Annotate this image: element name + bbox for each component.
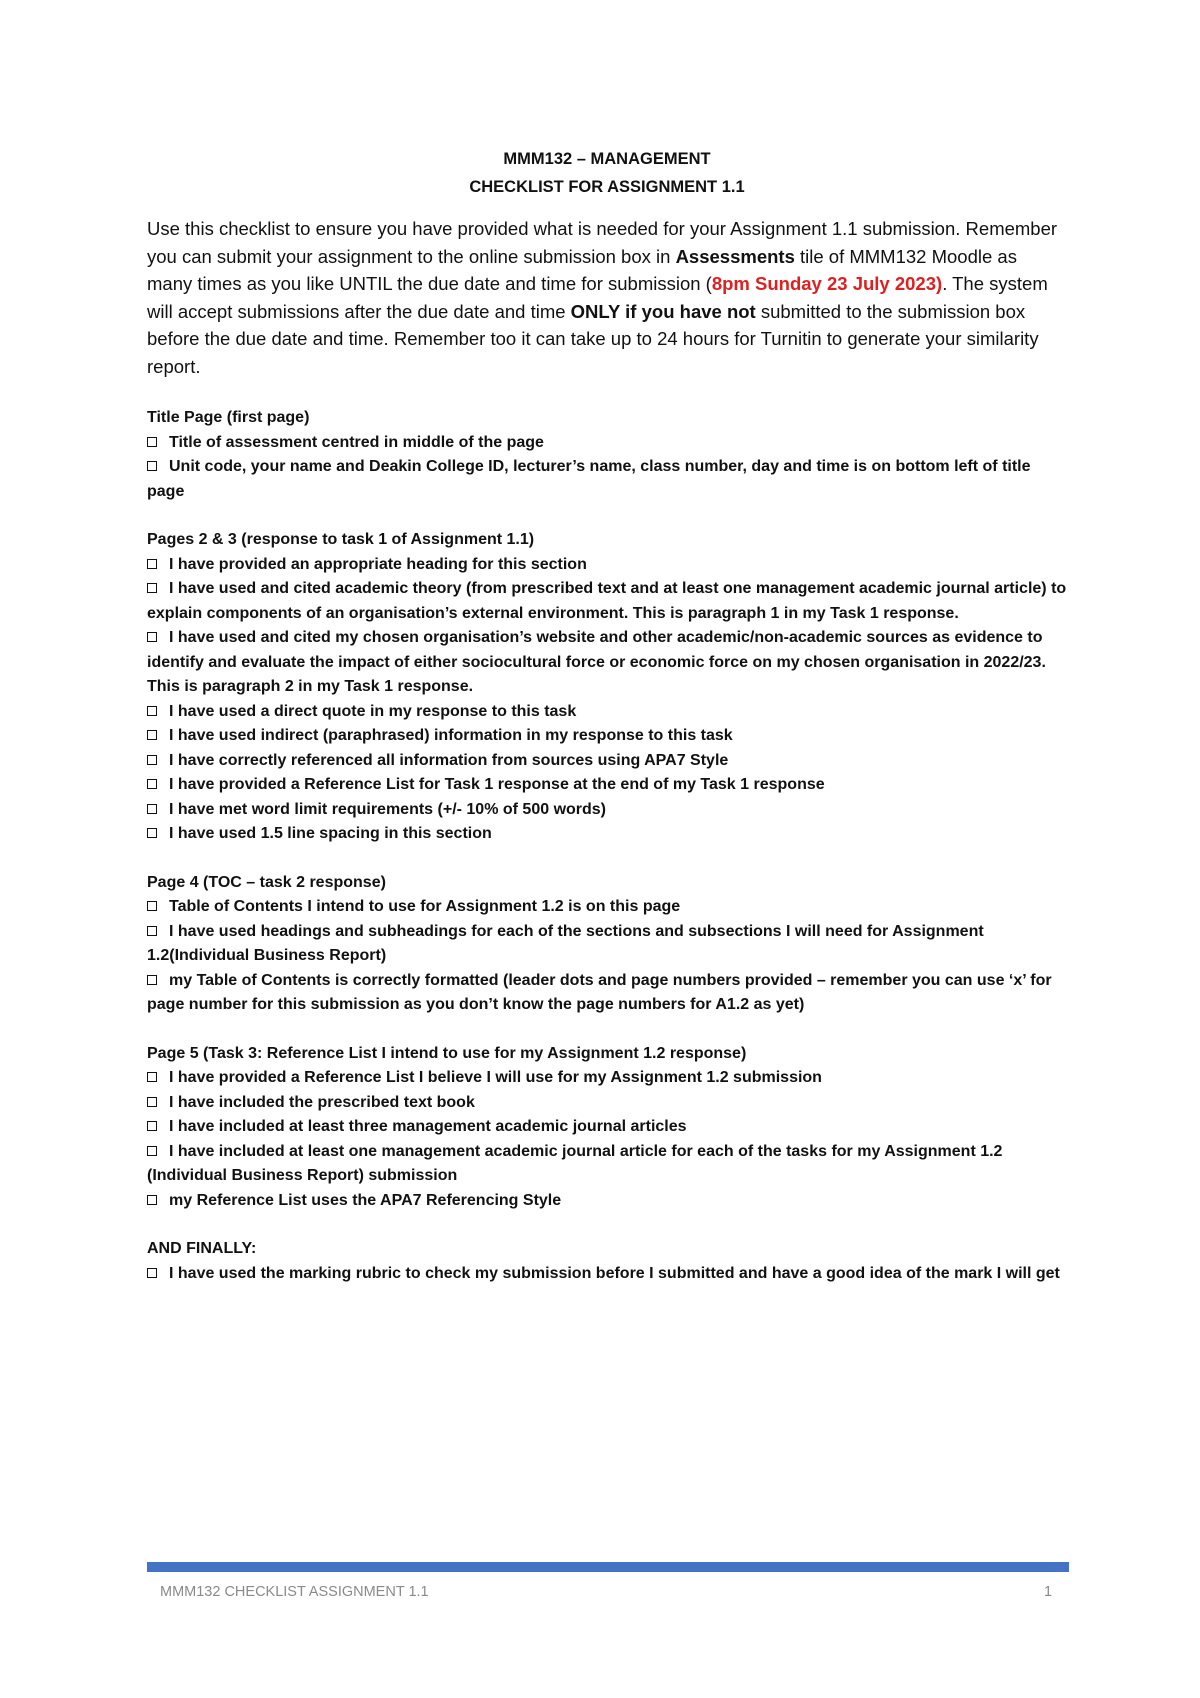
checklist-section [147, 406, 1067, 504]
checklist-item-text: I have included at least three management academic journal articles [169, 1118, 687, 1135]
section-heading: AND FINALLY: [147, 1240, 257, 1257]
checkbox-icon[interactable] [147, 1121, 157, 1131]
checkbox-icon[interactable] [147, 583, 157, 593]
checklist-item [147, 749, 1067, 774]
checklist-title: CHECKLIST FOR ASSIGNMENT 1.1 [469, 178, 745, 196]
checklist-section [147, 528, 1067, 847]
checklist-item [147, 1189, 1067, 1214]
checklist-item [147, 969, 1067, 1018]
checkbox-icon[interactable] [147, 1268, 157, 1278]
checklist-item-text: Table of Contents I intend to use for Assignment 1.2 is on this page [169, 898, 681, 915]
footer-title: MMM132 CHECKLIST ASSIGNMENT 1.1 [160, 1584, 429, 1600]
checklist-item-text: I have used the marking rubric to check my submission before I submitted and have a good idea of the mark I will get [169, 1264, 1060, 1282]
checkbox-icon[interactable] [147, 901, 157, 911]
checkbox-icon[interactable] [147, 730, 157, 740]
checkbox-icon[interactable] [147, 755, 157, 765]
checklist-item [147, 553, 1067, 578]
checkbox-icon[interactable] [147, 437, 157, 447]
checklist-sections [147, 406, 1067, 1286]
intro-assessments: Assessments [675, 245, 795, 267]
checklist-item [147, 895, 1067, 920]
checklist-item [147, 455, 1067, 504]
intro-only-if: ONLY if you have not [570, 300, 756, 322]
checklist-item [147, 1262, 1067, 1287]
checklist-item-text: I have met word limit requirements (+/- 10% of 500 words) [169, 800, 607, 818]
checklist-item [147, 431, 1067, 456]
checklist-item [147, 920, 1067, 969]
checklist-item [147, 1140, 1067, 1189]
checklist-item-text: I have provided a Reference List I believe I will use for my Assignment 1.2 submission [169, 1069, 822, 1086]
checklist-item [147, 724, 1067, 749]
intro-paragraph [147, 215, 1067, 380]
checklist-item [147, 577, 1067, 626]
checklist-item [147, 1115, 1067, 1140]
checkbox-icon[interactable] [147, 1146, 157, 1156]
checkbox-icon[interactable] [147, 828, 157, 838]
intro-text-1: Use this checklist to ensure you have provided what is needed for your Assignment 1.1 submission. Remember you can submit your assignment to the online submission box in [147, 218, 1058, 267]
checkbox-icon[interactable] [147, 559, 157, 569]
checklist-item-text: I have used 1.5 line spacing in this section [169, 825, 492, 842]
checkbox-icon[interactable] [147, 1097, 157, 1107]
checklist-item [147, 1091, 1067, 1116]
checklist-item-text: I have provided an appropriate heading for this section [169, 555, 587, 573]
unit-title: MMM132 – MANAGEMENT [503, 150, 711, 168]
checklist-item-text: I have used and cited academic theory (from prescribed text and at least one management academic journal article) to explain components of an organisation’s external environment. This is paragraph 1 in my Task 1 response. [147, 580, 1067, 622]
checklist-item-text: I have used indirect (paraphrased) information in my response to this task [169, 727, 733, 744]
checklist-item-text: I have included the prescribed text book [169, 1093, 475, 1111]
intro-text-3: . The system will accept submissions after the due date and time [147, 273, 1048, 322]
checklist-item-text: my Table of Contents is correctly formatted (leader dots and page numbers provided – remember you can use ‘x’ for page number for this submission as you don’t know the page numbers for A1.2 as yet) [147, 971, 1052, 1013]
checklist-item-text: I have used headings and subheadings for each of the sections and subsections I will need for Assignment 1.2(Individual Business Report) [147, 922, 984, 964]
checkbox-icon[interactable] [147, 975, 157, 985]
section-heading: Pages 2 & 3 (response to task 1 of Assignment 1.1) [147, 531, 535, 548]
page-content [147, 145, 1067, 1310]
checklist-section [147, 1237, 1067, 1286]
checklist-item-text: I have included at least one management academic journal article for each of the tasks for my Assignment 1.2 (Individual Business Report) submission [147, 1142, 1003, 1184]
checklist-item [147, 700, 1067, 725]
title-block [147, 145, 1067, 201]
section-heading: Title Page (first page) [147, 409, 310, 426]
checkbox-icon[interactable] [147, 1072, 157, 1082]
checklist-item-text: my Reference List uses the APA7 Referencing Style [169, 1191, 562, 1209]
checkbox-icon[interactable] [147, 1195, 157, 1205]
checklist-item-text: I have used and cited my chosen organisation’s website and other academic/non-academic sources as evidence to identify and evaluate the impact of either sociocultural force or economic force on my chosen organisation in 2022/23. This is paragraph 2 in my Task 1 response. [147, 629, 1046, 695]
checklist-item-text: Title of assessment centred in middle of the page [169, 433, 544, 451]
checklist-item [147, 798, 1067, 823]
checklist-item [147, 773, 1067, 798]
intro-text-4: submitted to the submission box before the due date and time. Remember too it can take up to 24 hours for Turnitin to generate your similarity report. [147, 300, 1039, 377]
checklist-section [147, 1042, 1067, 1214]
checklist-item [147, 626, 1067, 700]
checkbox-icon[interactable] [147, 926, 157, 936]
checklist-item [147, 822, 1067, 847]
checkbox-icon[interactable] [147, 779, 157, 789]
checklist-item-text: I have provided a Reference List for Task 1 response at the end of my Task 1 response [169, 776, 825, 793]
checklist-section [147, 871, 1067, 1018]
section-heading: Page 4 (TOC – task 2 response) [147, 873, 386, 891]
intro-text-2: tile of MMM132 Moodle as many times as you like UNTIL the due date and time for submission ( [147, 245, 1017, 294]
checkbox-icon[interactable] [147, 632, 157, 642]
checklist-item-text: I have used a direct quote in my response to this task [169, 702, 577, 720]
due-date: 8pm Sunday 23 July 2023) [711, 273, 943, 294]
page-number: 1 [1044, 1584, 1053, 1600]
checkbox-icon[interactable] [147, 706, 157, 716]
footer-accent-bar [147, 1562, 1069, 1572]
checklist-item-text: I have correctly referenced all information from sources using APA7 Style [169, 751, 729, 769]
section-heading: Page 5 (Task 3: Reference List I intend to use for my Assignment 1.2 response) [147, 1044, 747, 1062]
checklist-item [147, 1066, 1067, 1091]
checklist-item-text: Unit code, your name and Deakin College ID, lecturer’s name, class number, day and time is on bottom left of title page [147, 458, 1031, 500]
checkbox-icon[interactable] [147, 461, 157, 471]
checkbox-icon[interactable] [147, 804, 157, 814]
